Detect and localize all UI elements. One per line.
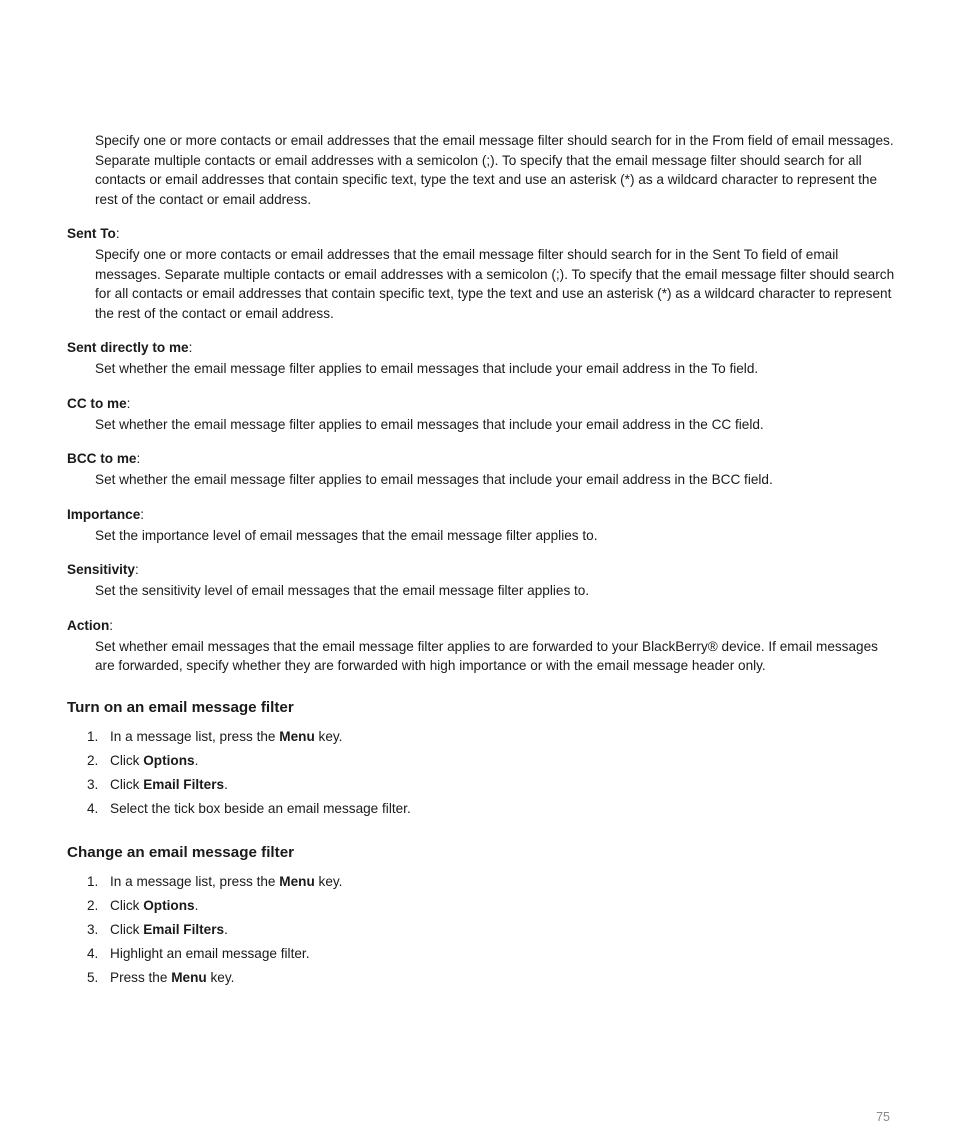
step-bold: Email Filters [143,921,225,937]
step-item [67,870,897,894]
steps-list-change [67,870,897,990]
step-text: Click [110,897,144,913]
term-action [67,616,897,635]
step-item [67,966,897,990]
term-colon: : [188,340,193,355]
page-content [67,131,897,990]
step-bold: Options [143,897,195,913]
term-sent-directly-to-me [67,338,897,357]
cc-description: Set whether the email message filter applies to email messages that include your email address in the CC field. [95,416,764,432]
sent-directly-description: Set whether the email message filter applies to email messages that include your email address in the To field. [95,361,759,376]
step-text-end: key. [314,728,343,744]
step-text-end: . [194,752,199,768]
step-text: Press the [110,969,172,985]
term-label: Sensitivity [67,562,135,577]
term-label: Importance [67,506,141,522]
step-text-end: key. [314,873,343,889]
term-colon: : [115,226,120,241]
step-number: 3. [87,921,99,937]
term-label: Sent To [67,226,116,241]
step-text-end: . [224,921,228,937]
step-text-end: . [224,776,228,792]
step-item [67,797,897,821]
importance-description: Set the importance level of email messages that the email message filter applies to. [95,527,598,543]
term-colon: : [126,395,131,411]
sent-to-description: Specify one or more contacts or email addresses that the email message filter should search for in the Sent To field of email messages. Separate multiple contacts or email addresses with a semicolon (;). To specify that the email message filter should search for all contacts or email addresses that contain specific text, type the text and use an asterisk (*) as a wildcard character to represent the rest of the contact or email address. [95,247,895,321]
step-number: 2. [87,752,99,768]
section-title-turn-on: Turn on an email message filter [67,698,294,716]
term-colon: : [136,451,141,466]
term-colon: : [109,617,114,633]
from-field-description: Specify one or more contacts or email addresses that the email message filter should search for in the From field of email messages. Separate multiple contacts or email addresses with a semicolon (;). To specify that the email message filter should search for all contacts or email addresses that contain specific text, type the text and use an asterisk (*) as a wildcard character to represent the rest of the contact or email address. [95,133,894,207]
step-bold: Email Filters [143,776,225,792]
step-number: 1. [87,728,99,744]
section-title-change: Change an email message filter [67,843,295,861]
action-description: Set whether email messages that the email message filter applies to are forwarded to your BlackBerry® device. If email messages are forwarded, specify whether they are forwarded with high importance or with the email message header only. [95,638,878,673]
step-item [67,773,897,797]
step-number: 4. [87,800,99,816]
step-text-end: . [194,897,199,913]
step-item [67,749,897,773]
step-text: In a message list, press the [110,728,280,744]
step-number: 5. [87,969,99,985]
step-text: Click [110,921,144,937]
steps-list-turn-on [67,725,897,821]
step-item [67,725,897,749]
term-label: Sent directly to me [67,340,189,355]
step-number: 3. [87,776,99,792]
step-bold: Menu [171,969,207,985]
step-number: 4. [87,945,99,961]
step-bold: Options [143,752,195,768]
bcc-description: Set whether the email message filter applies to email messages that include your email address in the BCC field. [95,472,773,487]
term-label: CC to me [67,395,127,411]
term-sent-to [67,224,897,243]
sensitivity-description: Set the sensitivity level of email messages that the email message filter applies to. [95,583,590,598]
step-bold: Menu [279,728,315,744]
step-text: Click [110,752,144,768]
term-cc-to-me [67,394,897,413]
step-text-end: key. [206,969,235,985]
term-importance [67,505,897,524]
term-bcc-to-me [67,449,897,468]
step-item [67,894,897,918]
step-number: 1. [87,873,99,889]
term-label: BCC to me [67,451,137,466]
step-bold: Menu [279,873,315,889]
step-item [67,918,897,942]
term-colon: : [140,506,145,522]
page-number: 75 [876,1110,890,1124]
step-text: Click [110,776,144,792]
step-item [67,942,897,966]
step-text: Select the tick box beside an email message filter. [110,800,411,816]
term-sensitivity [67,560,897,579]
term-colon: : [135,562,139,577]
step-text: Highlight an email message filter. [110,945,310,961]
term-label: Action [67,617,110,633]
step-number: 2. [87,897,99,913]
step-text: In a message list, press the [110,873,280,889]
